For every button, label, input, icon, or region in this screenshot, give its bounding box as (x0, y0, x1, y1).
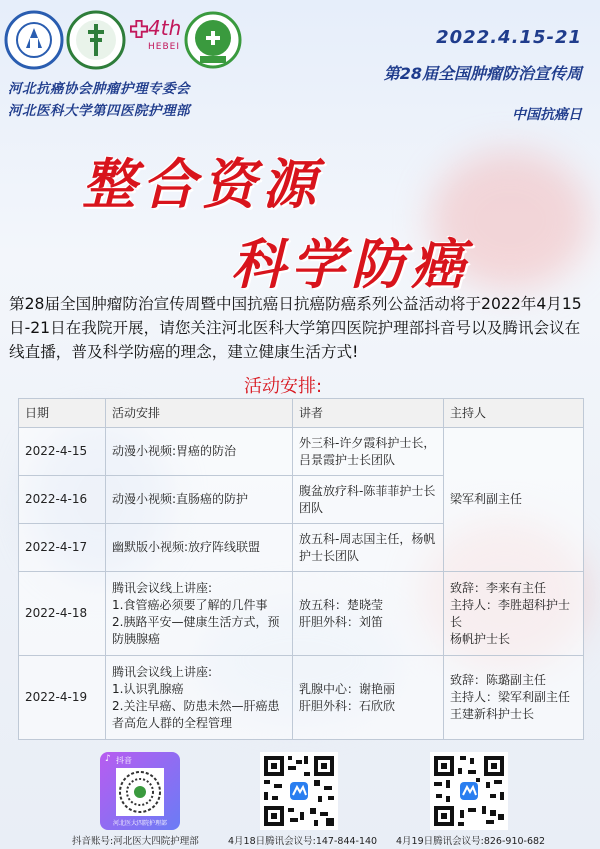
logo-strip (4, 10, 240, 74)
activity-line: 1.食管癌必须要了解的几件事 (112, 597, 268, 612)
cell-host (444, 656, 584, 740)
column-header-date: 日期 (19, 399, 106, 428)
event-week-title: 第28届全国肿瘤防治宣传周 (383, 64, 582, 83)
cell-host (444, 572, 584, 656)
schedule-heading: 活动安排: (244, 376, 323, 397)
cell-date: 2022-4-16 (19, 476, 106, 524)
cell-speaker (293, 656, 444, 740)
speaker-line: 肝胆外科：石欣欣 (299, 698, 396, 713)
speaker-line: 腹盆放疗科-陈菲菲护士长团队 (299, 483, 436, 515)
cell-date: 2022-4-19 (19, 656, 106, 740)
cell-speaker (293, 524, 444, 572)
anti-cancer-association-logo (4, 10, 64, 70)
cell-speaker (293, 428, 444, 476)
host-line: 梁军利副主任 (450, 492, 523, 506)
cell-date: 2022-4-15 (19, 428, 106, 476)
douyin-icon: ♪ (105, 754, 111, 764)
speaker-line: 乳腺中心：谢艳丽 (299, 681, 396, 696)
douyin-card-text: 河北医大四院护理部 (112, 820, 167, 827)
intro-paragraph: 第28届全国肿瘤防治宣传周暨中国抗癌日抗癌防癌系列公益活动将于2022年4月15日-21日在我院开展，请您关注河北医科大学第四医院护理部抖音号以及腾讯会议在线直播，普及科学防癌的理念，建立健康生活方式! (9, 295, 582, 361)
org-line-1: 河北抗癌协会肿瘤护理专委会 (8, 81, 190, 97)
speaker-line: 放五科-周志国主任，杨帆护士长团队 (299, 531, 436, 563)
schedule-table (18, 398, 584, 740)
table-row (19, 428, 584, 476)
main-title-line-2: 科学防癌 (231, 233, 471, 296)
speaker-line: 放五科：楚晓莹 (299, 597, 384, 612)
host-line: 致辞：李来有主任 (450, 580, 547, 595)
table-row (19, 572, 584, 656)
douyin-qr-card[interactable] (100, 752, 180, 830)
host-line: 主持人：李胜超科护士长 (450, 597, 571, 629)
host-line: 杨帆护士长 (450, 631, 511, 646)
cell-activity (106, 428, 293, 476)
activity-line: 腾讯会议线上讲座: (112, 664, 213, 679)
event-day-title: 中国抗癌日 (512, 107, 582, 123)
host-line: 王建新科护士长 (450, 707, 535, 721)
cell-activity (106, 476, 293, 524)
activity-line: 1.认识乳腺癌 (112, 681, 184, 696)
column-header-activity: 活动安排 (106, 399, 293, 428)
org-line-2: 河北医科大学第四医院护理部 (8, 103, 190, 119)
table-header-row (19, 399, 584, 428)
cross-icon (130, 20, 148, 38)
activity-line: 幽默版小视频:放疗阵线联盟 (112, 540, 261, 554)
cell-date: 2022-4-17 (19, 524, 106, 572)
activity-line: 2.胰路平安—健康生活方式，预防胰腺癌 (112, 614, 280, 646)
cell-speaker (293, 572, 444, 656)
nursing-department-logo (184, 10, 242, 70)
table-row (19, 656, 584, 740)
main-title-line-1: 整合资源 (82, 153, 322, 216)
douyin-label: 抖音 (116, 756, 132, 765)
cell-activity (106, 656, 293, 740)
logo-hebei-text: HEBEI (148, 42, 180, 52)
meeting-0419-caption: 4月19日腾讯会议号:826-910-682 (396, 836, 546, 847)
cell-date: 2022-4-18 (19, 572, 106, 656)
cell-activity (106, 524, 293, 572)
douyin-account-caption: 抖音账号:河北医大四院护理部 (72, 836, 199, 847)
column-header-host: 主持人 (444, 399, 584, 428)
activity-line: 动漫小视频:直肠癌的防护 (112, 492, 249, 506)
host-line: 致辞：陈璐副主任 (450, 673, 547, 687)
cell-host (444, 428, 584, 572)
activity-line: 动漫小视频:胃癌的防治 (112, 444, 237, 458)
cell-activity (106, 572, 293, 656)
tencent-meeting-qr-code-0419[interactable] (430, 752, 508, 830)
speaker-line: 肝胆外科：刘笛 (299, 614, 384, 629)
logo-4th-text: 4th (148, 16, 182, 40)
tencent-meeting-qr-code-0418[interactable] (260, 752, 338, 830)
activity-line: 腾讯会议线上讲座: (112, 580, 213, 595)
activity-line: 2.关注早癌、防患未然—肝癌患者高危人群的全程管理 (112, 698, 280, 730)
cell-speaker (293, 476, 444, 524)
column-header-speaker: 讲者 (293, 399, 444, 428)
event-dates: 2022.4.15-21 (436, 27, 582, 48)
meeting-0418-caption: 4月18日腾讯会议号:147-844-140 (228, 836, 378, 847)
host-line: 主持人：梁军利副主任 (450, 690, 571, 704)
hebei-anticancer-logo (66, 10, 126, 70)
douyin-qr-code (116, 768, 164, 816)
4th-hospital-logo (130, 16, 184, 64)
speaker-line: 外三科-许夕霞科护士长，吕景霞护士长团队 (299, 435, 436, 467)
